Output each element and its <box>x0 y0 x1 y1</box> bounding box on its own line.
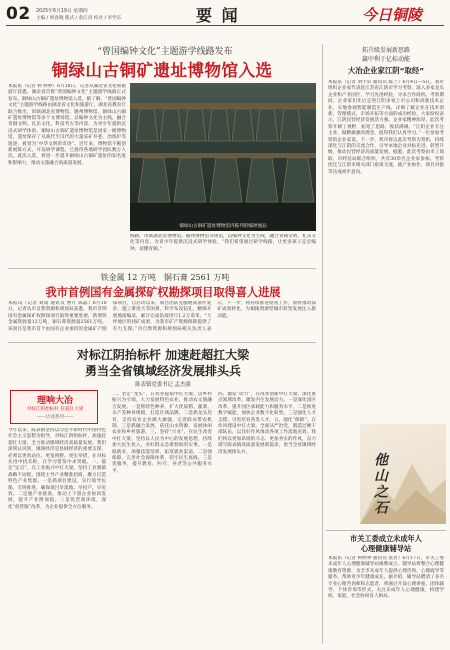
page-header <box>0 0 450 38</box>
photo-caption: 铜绿山古铜矿遗址博物馆内陈列的编钟展品 <box>179 224 267 229</box>
section-title: 要 闻 <box>196 6 240 25</box>
column-box-sub2: ——访谈系列—— <box>36 415 74 420</box>
lead-kicker: “曾国编钟文化”主题游学线路发布 <box>97 47 233 57</box>
story2-divider <box>8 342 316 343</box>
right-badge: 他山之石 <box>372 452 388 516</box>
header-rule <box>6 25 444 26</box>
right-column-divider <box>322 44 323 644</box>
story3-col3: 四、激发“动力”，在改革创新中扛大梁。深化重点领域改革，激发内生发展动力。一是深化园区改革，提升园区承载能力和服务水平。二是推进数字赋能，加快企业数字化转型。三是强化人才支撑，引进培育各类人才。五、强化“保障”，在作风建设中扛大梁。全面从严治党，锻造过硬干部队伍，以良好作风推动各项工作落地见效。我们将以更加昂扬的斗志、更加务实的作风，奋力谱写陈表镇高质量发展新篇章，勇当全省镇域经济发展排头兵。 <box>218 392 316 455</box>
right-body: 本报讯（记者 刘宇轩 通讯员 陈兰）6月4日—5日，我市组织企业家代表赴江苏省江阴市学习考察，深入多家龙头企业和产业园区，学习先进经验，寻求合作商机。考察期间，企业家们先后走进江阴多家上市公司和高新技术企业，实地参观智能制造生产线，详细了解企业在技术创新、管理模式、市场开拓等方面的成功经验。大家纷纷表示，江阴民营经济发展活力强、企业家精神浓厚，此次考察开阔了视野、拓宽了思路，收获满满。“江阴企业专注主业、做精做强的理念，值得我们认真学习。”一位参加考察的企业家说。下一步，我市将以此次考察为契机，持续深化与江阴的交流合作，引导本地企业对标先进、转型升级，推动民营经济高质量发展。据悉，此次考察由市工商联、市经信局联合组织，共有30余名企业家参加。考察团还与江阴市相关部门座谈交流，就产业协作、项目对接等达成初步意向。 <box>328 80 444 175</box>
story3-headline-2: 勇当全省镇域经济发展排头兵 <box>84 364 241 378</box>
lead-divider <box>8 268 316 269</box>
story3-col1: 今年以来，陈表镇坚持以习近平新时代中国特色社会主义思想为指导，对标江阴抬标杆，加速赶超扛大梁，全力推动镇域经济高质量发展。我们深刻认识到，镇域经济是县域经济的重要支撑，必须以更高站位、更宽视野、更实举措，在对标先进中找差距，在学习借鉴中求突破。一、锚定“定点”，在工业振兴中扛大梁。坚持工业强镇战略不动摇，围绕主导产业精准招商，聚力打造特色产业集群。一是抓项目建设，实行领导包保、专班推进，确保项目早落地、早投产、早见效。二是强产业链条，推动上下游企业协同发展，提升产业附加值。三是优营商环境，深化“放管服”改革，为企业提供全方位服务。 <box>8 428 106 510</box>
brand-logo: 今日铜陵 <box>362 6 423 24</box>
story3-col2: 二、坚定“龙头”，在农业提质中扛大梁。以乡村振兴为引领，大力发展特色农业，推动农文旅融合发展。一是抓特色种养，扩大优质稻、蔬菜、水产等种养规模，打造区域品牌。二是抓龙头培育，支持农业企业做大做强，完善联农带农机制。三是抓融合发展，依托山水资源，发展休闲农业和乡村旅游。三、坚持“兴业”，在民生改善中扛大梁。坚持以人民为中心的发展思想，持续加大民生投入，办好群众急难愁盼的实事。一是稳就业，加强技能培训，拓宽就业渠道。二是强保障，完善社会保障体系，兜牢民生底线。三是优服务，提升教育、医疗、养老等公共服务水平。 <box>112 392 212 474</box>
right-kicker-2: 赢中利于亿标动能 <box>361 56 410 63</box>
story3-byline: 陈表镇党委书记 孟杰强 <box>135 382 191 388</box>
bronze-bells-illustration <box>130 83 316 231</box>
right-bottom-body: 本报讯（记者 柯婷婷 通讯员 张君）6月17日，市关工委未成年人心理健康辅导站揭牌成立。辅导站将整合心理健康教育资源，为全市未成年人提供心理咨询、心理疏导等服务，帮助青少年健康成长。据介绍，辅导站聘请了多名专业心理咨询师和志愿者，将通过开设心理讲座、团体辅导、个体咨询等形式，关注未成年人心理健康，构建学校、家庭、社会协同育人格局。 <box>328 556 444 600</box>
editor-line: 主编 / 周春晓 版式 / 余江涛 校对 / 李学东 <box>36 16 122 21</box>
story2-kicker: 铁金属 12 万吨 铜石膏 2561 万吨 <box>100 273 230 282</box>
lead-headline: 铜绿山古铜矿遗址博物馆入选 <box>51 61 273 80</box>
column-box-sub: 对标江阴抬标杆 赶超扛大梁 <box>26 407 84 412</box>
right-bottom-headline-2: 心理健康辅导站 <box>360 544 412 553</box>
right-image-block <box>360 424 446 524</box>
lead-body: 本报讯（记者 柯 婷婷）6月18日，记者从湖北省文化和旅游厅获悉，湖北省首批“曾国编钟文化”主题游学线路正式发布，铜绿山古铜矿遗址博物馆入选。据了解，“曾国编钟文化”主题游学线路由湖北省文化和旅游厅、湖北省教育厅联合推出，串联湖北省博物馆、随州博物馆、铜绿山古铜矿遗址博物馆等多个文博场馆，以编钟文化为主线，融合青铜文明、礼乐文化、科技考古等内容，为青少年提供沉浸式研学体验。铜绿山古铜矿遗址博物馆是国家一级博物馆，遗址保存了从商代至汉代的大量采矿井巷、冶炼炉等遗迹，被誉为“中华文明的奇迹”。近年来，博物馆不断创新展陈方式，开发研学课程，已接待各地研学团队数万人次。此次入选，将进一步提升铜绿山古铜矿遗址的知名度和影响力，推动文旅融合高质量发展。 <box>8 84 126 166</box>
date-line: 2025年6月19日 星期四 <box>36 9 88 14</box>
lead-photo <box>130 83 316 231</box>
right-headline: 大冶企业家江阴“取经” <box>347 66 425 75</box>
right-bottom-divider <box>326 530 446 531</box>
story2-body: 本报讯（记者 刘雨 通讯员 曹月 陈磊）6月18日，记者从市自然资源和规划局获悉，我市首例国有金属探矿权勘探项目取得重要进展，新增铁金属资源量12万吨，铜石膏资源量2561万吨。该项目是我市首个由国有企业承担的金属矿产勘探项目，自启动以来，项目团队克服地质条件复杂、施工难度大等困难，科学布设钻孔，精细开展地质编录，累计完成钻探进尺1.2万余米。“大坪地区的找矿成果，为我市矿产资源保障提供了有力支撑。”市自然资源和规划局相关负责人表示，下一步，将持续推进勘查工作，加快推动探矿成果转化，为铜陵资源型城市转型发展注入新动能。 <box>8 301 316 332</box>
page-number: 02 <box>6 4 31 24</box>
story2-headline: 我市首例国有金属探矿权勘探项目取得喜人进展 <box>45 286 281 299</box>
right-kicker-1: 拓升级发展新思路 <box>361 47 410 54</box>
column-box <box>10 390 98 424</box>
right-bottom-headline-1: 市关工委成立未成年人 <box>350 534 422 543</box>
lead-body-continued: 线路，串联湖北省博物馆、随州博物馆等场馆，以编钟文化为主线，融合青铜文明、礼乐文化等内容，为青少年提供沉浸式研学体验。“我们希望通过研学线路，让更多孩子走近编钟、读懂青铜。” <box>130 234 316 252</box>
column-box-title: 理响大冶 <box>36 396 73 406</box>
story3-headline-1: 对标江阴抬标杆 加速赶超扛大梁 <box>76 348 250 362</box>
